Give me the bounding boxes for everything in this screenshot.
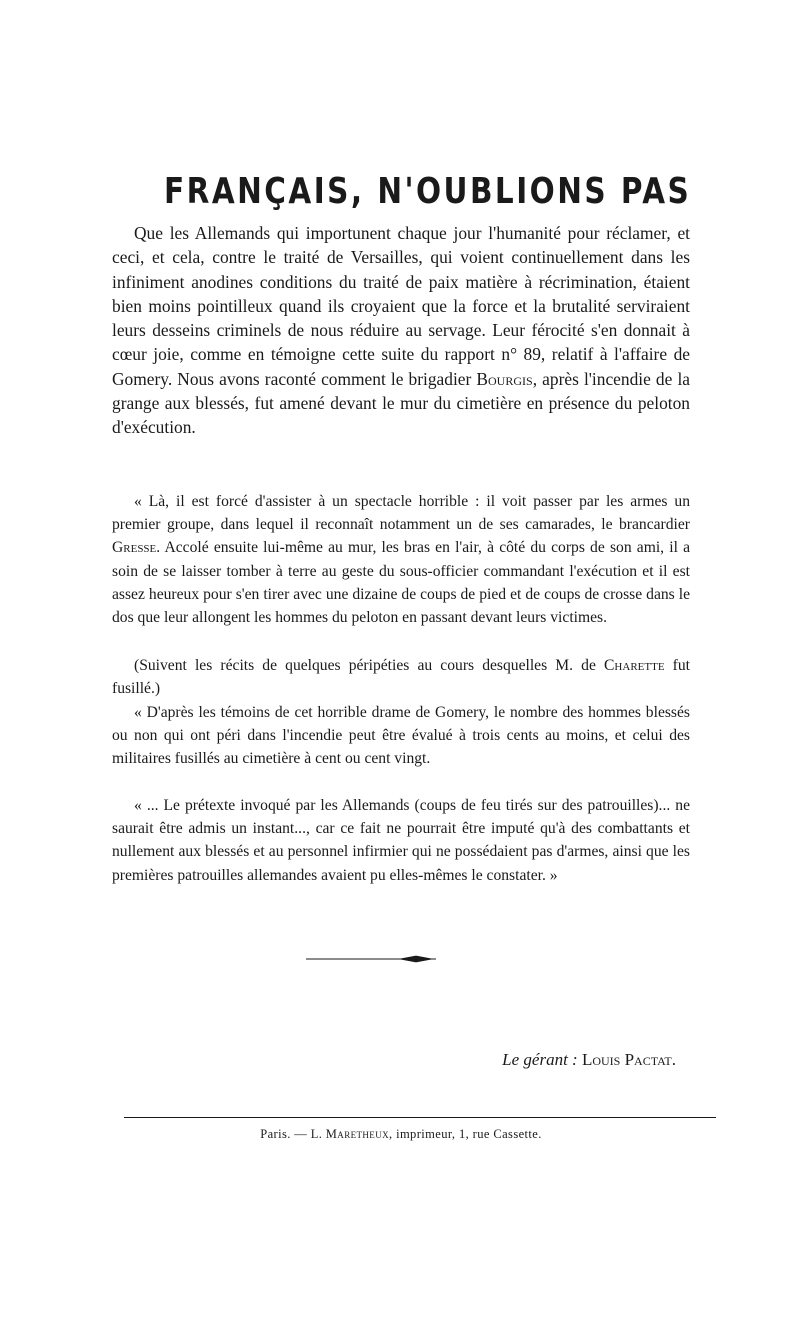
imprint-address: , imprimeur, 1, rue Cassette.: [389, 1127, 542, 1141]
person-name: Bourgis: [476, 368, 533, 389]
paragraph-quote-witnesses: [112, 701, 690, 771]
signature-line: [502, 1050, 676, 1070]
paragraph-text: Que les Allemands qui importunent chaque jour l'humanité pour réclamer, et ceci, et cela, contre le traité de Versailles, qui voient continuellement dans les infiniment anodines conditions du traité de paix matière à récrimination, étaient bien moins pointilleux quand ils croyaient que la force et la brutalité serviraient leurs desseins criminels de nous réduire au servage. Leur férocité s'en donnait à cœur joie, comme en témoigne cette suite du rapport n° 89, relatif à l'affaire de Gomery. Nous avons raconté comment le brigadier: [112, 223, 690, 389]
paragraph-text: fut fusillé.): [112, 657, 690, 698]
signature-label: Le gérant :: [502, 1050, 578, 1069]
paragraph-text: « Là, il est forcé d'assister à un spectacle horrible : il voit passer par les armes un premier groupe, dans lequel il reconnaît notamment un de ses camarades, le brancardier: [112, 493, 690, 534]
person-name: Gresse: [112, 539, 157, 557]
imprint-printer-name: Maretheux: [325, 1127, 390, 1141]
paragraph-intro: [112, 221, 690, 440]
paragraph-text: (Suivent les récits de quelques péripéties au cours desquelles M. de: [134, 657, 605, 674]
paragraph-text: « ... Le prétexte invoqué par les Allemands (coups de feu tirés sur des patrouilles)... ne saurait être admis un instant..., car ce fait ne pourrait être imputé qu'à des combattants et nullement aux blessés et au personnel infirmier qui ne possédaient pas d'armes, ainsi que les premières patrouilles allemandes avaient pu elles-mêmes le constater. »: [112, 797, 690, 884]
paragraph-quote-execution: [112, 490, 690, 629]
imprint-city: Paris. — L.: [260, 1127, 326, 1141]
footer-divider: [124, 1117, 716, 1118]
person-name: Charette: [604, 657, 665, 674]
signature-name: Louis Pactat.: [581, 1050, 676, 1069]
page-title: FRANÇAIS, N'OUBLIONS PAS: [164, 171, 692, 213]
paragraph-text: , après l'incendie de la grange aux blessés, fut amené devant le mur du cimetière en présence du peloton d'exécution.: [112, 368, 690, 438]
printer-imprint: [112, 1127, 690, 1142]
paragraph-aside: [112, 654, 690, 700]
paragraph-text: . Accolé ensuite lui-même au mur, les bras en l'air, à côté du corps de son ami, il a soin de se laisser tomber à terre au geste du sous-officier commandant l'exécution et il est assez heureux pour s'en tirer avec une dizaine de coups de pied et de coups de crosse dans le dos que leur allongent les hommes du peloton en passant devant leurs victimes.: [112, 539, 690, 627]
paragraph-quote-pretext: [112, 794, 690, 887]
divider-ornament-icon: [306, 953, 436, 965]
paragraph-text: « D'après les témoins de cet horrible drame de Gomery, le nombre des hommes blessés ou non qui ont péri dans l'incendie peut être évalué à trois cents au moins, et celui des militaires fusillés au cimetière à cent ou cent vingt.: [112, 704, 690, 768]
